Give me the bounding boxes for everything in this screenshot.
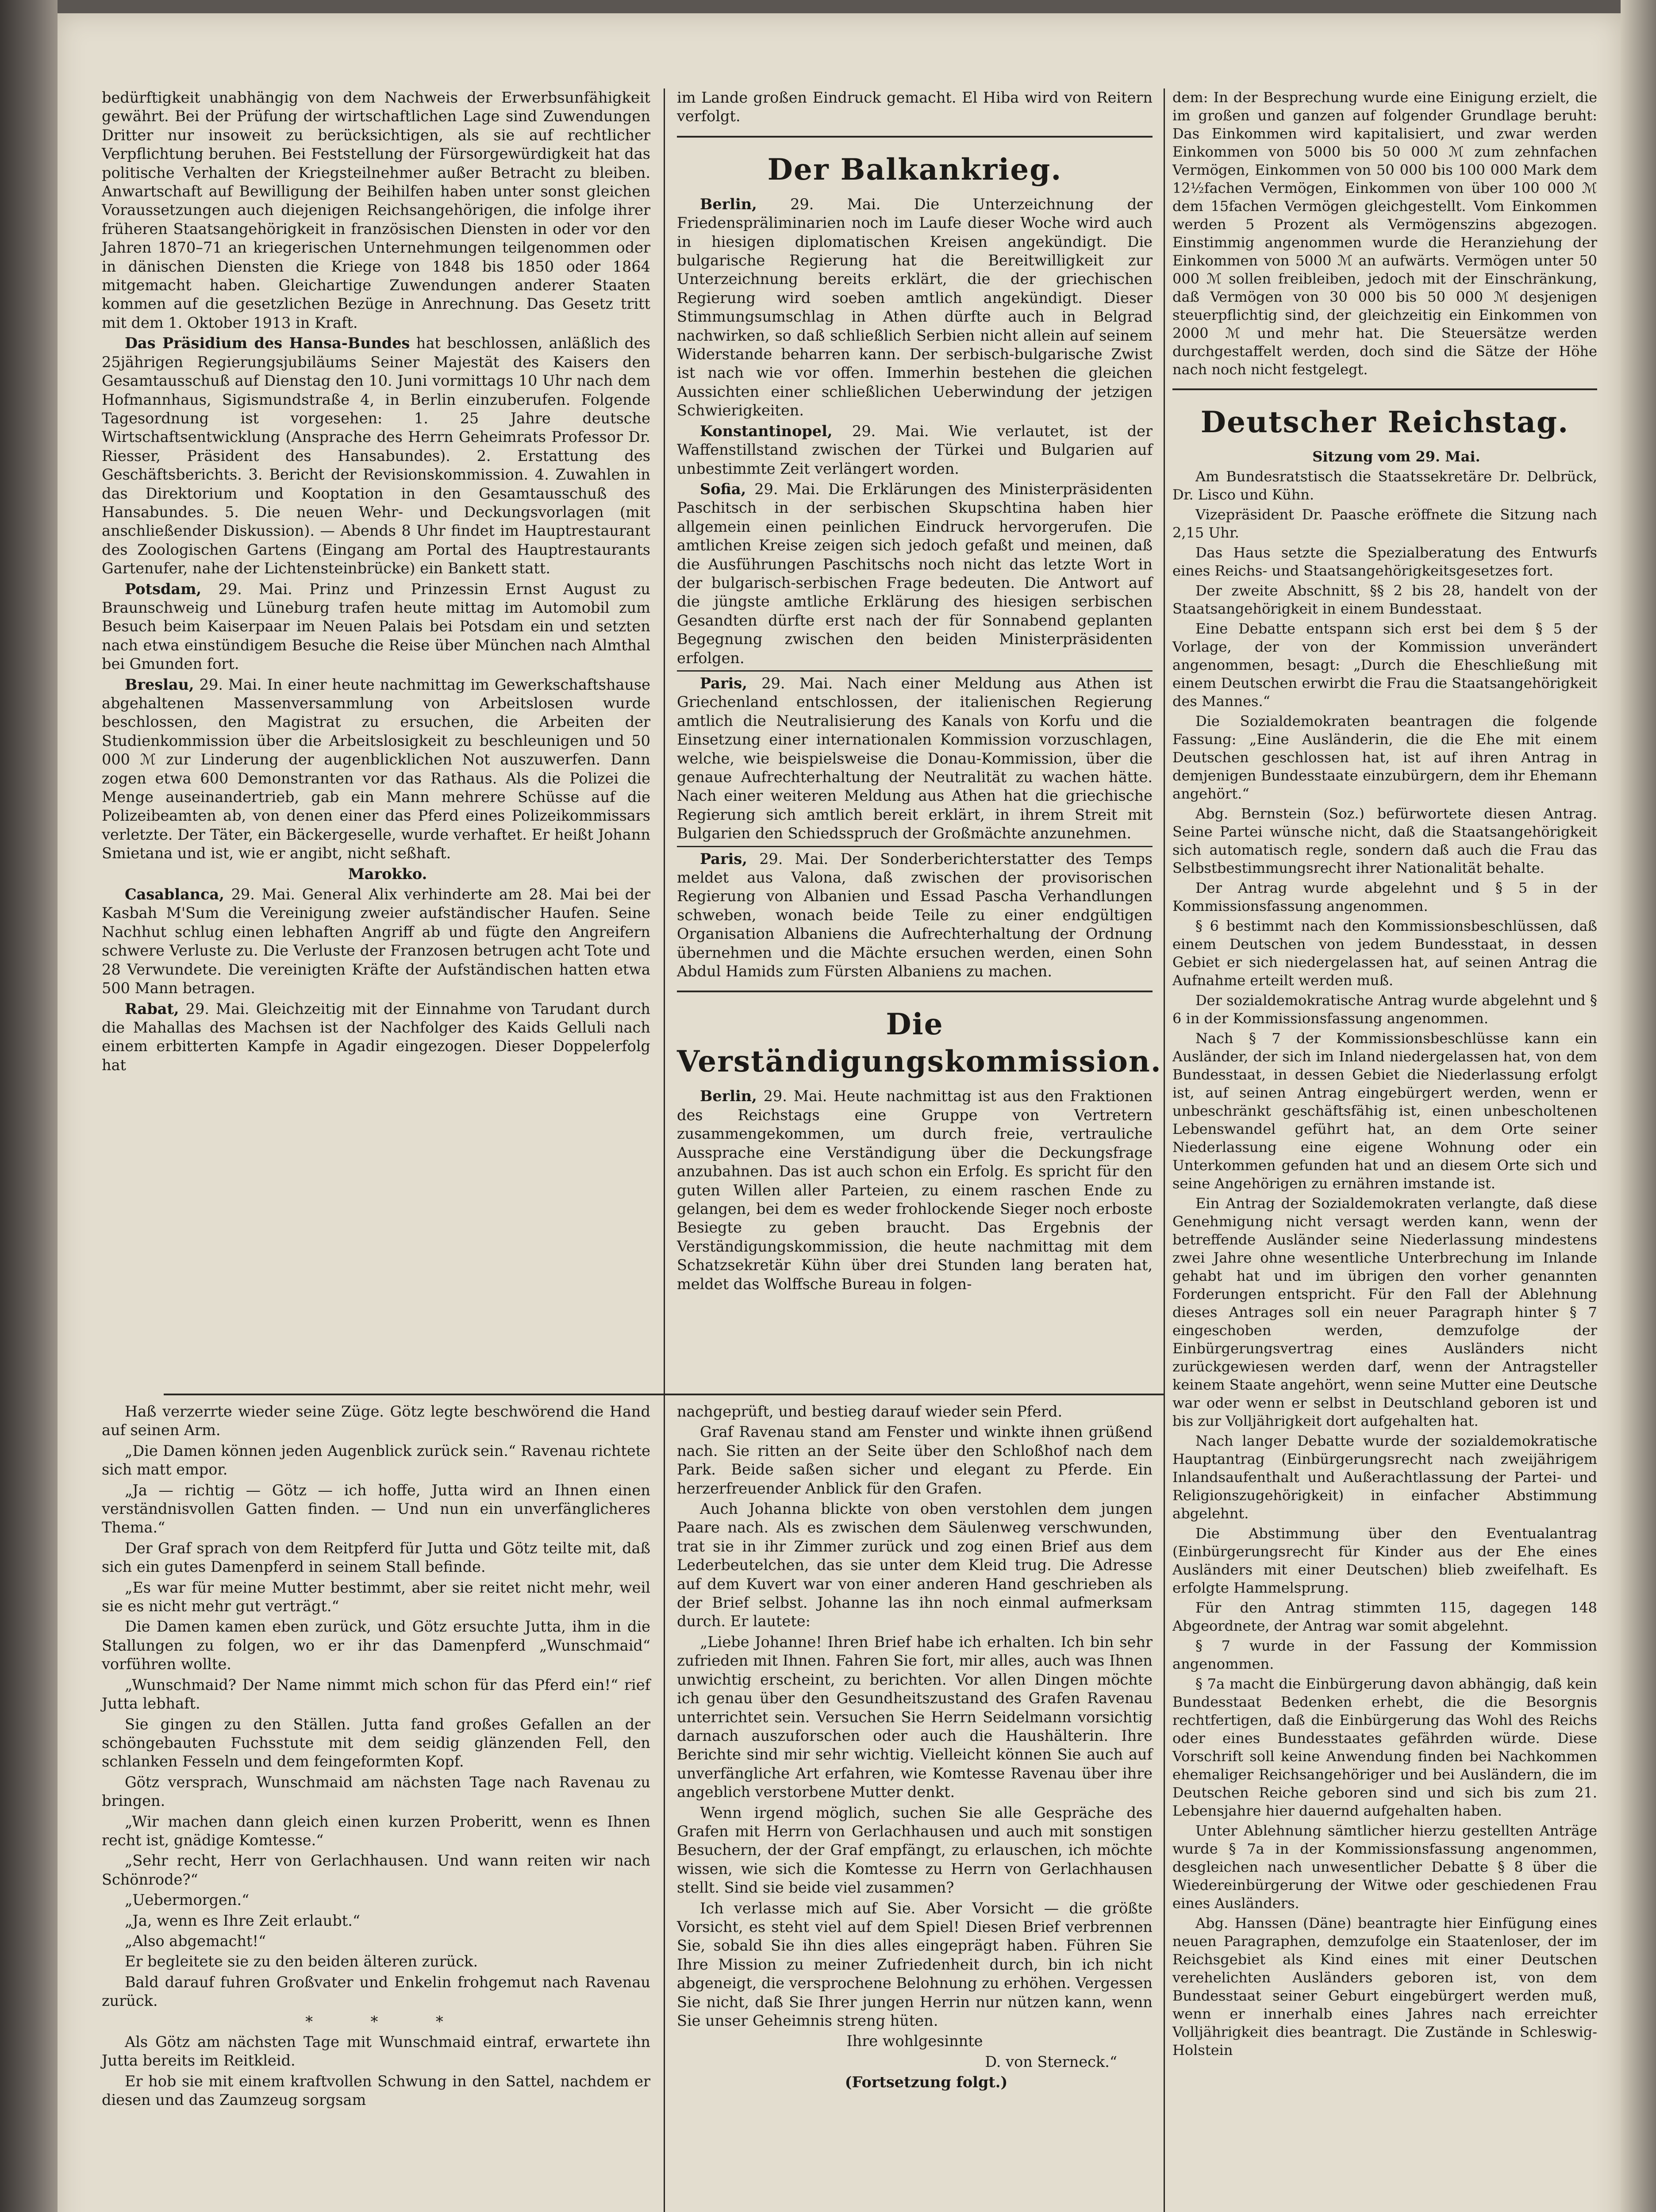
- paris-athen-article: [677, 674, 1153, 843]
- feuilleton-column-right: [677, 1402, 1153, 2094]
- reichstag-paragraph: § 6 bestimmt nach den Kommissionsbeschlüssen, daß einem Deutschen von jedem Bundesstaat, in dessen Gebiet er sich niedergelassen hat, auf seinen Antrag die Aufnahme erteilt werden muß.: [1172, 918, 1597, 989]
- dateline: Berlin,: [700, 1087, 757, 1105]
- novel-paragraph: „Sehr recht, Herr von Gerlachhausen. Und wann reiten wir nach Schönrode?“: [102, 1852, 650, 1888]
- novel-paragraph: „Ja — richtig — Götz — ich hoffe, Jutta wird an Ihnen einen verständnisvollen Gatten finden. — Und nun ein unverfänglicheres Thema.“: [102, 1481, 650, 1536]
- dateline: Konstantinopel,: [700, 422, 833, 440]
- reichstag-paragraph: Abg. Bernstein (Soz.) befürwortete diesen Antrag. Seine Partei wünsche nicht, daß die Staatsangehörigkeit sich automatisch regle, sondern daß auch die Frau das Selbstbestimmungsrecht ihrer Nationalität behalte.: [1172, 805, 1597, 876]
- novel-paragraph: „Wunschmaid? Der Name nimmt mich schon für das Pferd ein!“ rief Jutta lebhaft.: [102, 1676, 650, 1713]
- novel-paragraph: Graf Ravenau stand am Fenster und winkte ihnen grüßend nach. Sie ritten an der Seite über den Schloßhof nach dem Park. Beide saßen sicher und elegant zu Pferde. Ein herzerfreuender Anblick für den Grafen.: [677, 1423, 1153, 1497]
- novel-paragraph: „Uebermorgen.“: [125, 1891, 250, 1909]
- novel-paragraph: „Es war für meine Mutter bestimmt, aber sie reitet nicht mehr, weil sie es nicht mehr gut verträgt.“: [102, 1578, 650, 1615]
- konstantinopel-article: [677, 422, 1153, 478]
- article-text: 29. Mai. In einer heute nachmittag im Gewerkschaftshause abgehaltenen Massenversammlung von Arbeitslosen wurde beschlossen, den Magistrat zu ersuchen, die Arbeiten der Studienkommission über die Arbeitslosigkeit zu beschleunigen und 50 000 ℳ zur Linderung der augenblicklichen Not auszuwerfen. Dann zogen etwa 600 Demonstranten vor das Rathaus. Als die Polizei die Menge auseinandertrieb, gab ein Mann mehrere Schüsse auf die Polizeibeamten ab, von denen einer das Pferd eines Polizeikommissars verletzte. Der Täter, ein Bäckergeselle, wurde verhaftet. Er heißt Johann Smietana und ist, wie er angibt, nicht seßhaft.: [102, 676, 650, 862]
- page-edge: [1621, 0, 1656, 2212]
- potsdam-article: [102, 580, 650, 674]
- reichstag-paragraph: Das Haus setzte die Spezialberatung des Entwurfs eines Reichs- und Staatsangehörigkeitsgesetzes fort.: [1172, 544, 1597, 579]
- rabat-continuation: im Lande großen Eindruck gemacht. El Hiba wird von Reitern verfolgt.: [677, 89, 1153, 125]
- book-binding: [0, 0, 58, 2212]
- article-text: 29. Mai. Die Erklärungen des Ministerpräsidenten Paschitsch in der serbischen Skupschtina haben hier allgemein einen peinlichen Eindruck hervorgerufen. Die amtlichen Kreise zeigen sich jedoch gefaßt und meinen, daß die Ausführungen Paschitschs noch nicht das letzte Wort in der bulgarisch-serbischen Frage bedeuten. Die Antwort auf die jüngste amtliche Erklärung des hiesigen serbischen Gesandten dürfte erst nach der für Sonnabend geplanten Begegnung zwischen den beiden Ministerpräsidenten erfolgen.: [677, 480, 1153, 667]
- feuilleton-column-left: [102, 1402, 650, 2112]
- article-text: 29. Mai. Prinz und Prinzessin Ernst August zu Braunschweig und Lüneburg trafen heute mittag im Automobil zum Besuch beim Kaiserpaar im Neuen Palais bei Potsdam ein und setzten nach etwa einstündigem Besuche die Reise über München nach Almthal bei Gmunden fort.: [102, 580, 650, 673]
- reichstag-paragraph: Nach langer Debatte wurde der sozialdemokratische Hauptantrag (Einbürgerungsrecht nach zweijährigem Inlandsaufenthalt und Außerachtlassung der Partei- und Religionszugehörigkeit) in einfacher Abstimmung abgelehnt.: [1172, 1432, 1597, 1522]
- dateline: Paris,: [700, 850, 747, 868]
- novel-paragraph: nachgeprüft, und bestieg darauf wieder sein Pferd.: [677, 1403, 1063, 1420]
- reichstag-paragraph: Am Bundesratstisch die Staatssekretäre Dr. Delbrück, Dr. Lisco und Kühn.: [1172, 468, 1597, 503]
- berlin-kommission-article: [677, 1087, 1153, 1293]
- dateline: Rabat,: [125, 1000, 179, 1018]
- pension-article: bedürftigkeit unabhängig von dem Nachweis der Erwerbsunfähigkeit gewährt. Bei der Prüfung der wirtschaftlichen Lage sind Zuwendungen Dritter nur insoweit zu berücksichtigen, als sie auf rechtlicher Verpflichtung beruhen. Bei Feststellung der Fürsorgewürdigkeit hat das politische Verhalten der Kriegsteilnehmer außer Betracht zu bleiben. Anwartschaft auf Bewilligung der Beihilfen haben unter sonst gleichen Voraussetzungen auch diejenigen Reichsangehörigen, die infolge ihrer früheren Staatsangehörigkeit in französischen Diensten in oder vor den Jahren 1870–71 an kriegerischen Unternehmungen teilgenommen oder in dänischen Diensten die Kriege von 1848 bis 1850 oder 1864 mitgemacht haben. Gleichartige Zuwendungen anderer Staaten kommen auf die gesetzlichen Bezüge in Anrechnung. Das Gesetz tritt mit dem 1. Oktober 1913 in Kraft.: [102, 89, 650, 331]
- novel-paragraph: Wenn irgend möglich, suchen Sie alle Gespräche des Grafen mit Herrn von Gerlachhausen und auch mit sonstigen Besuchern, der der Graf empfängt, zu erlauschen, ich möchte wissen, wie sich die Komtesse zu Herrn von Gerlachhausen stellt. Sind sie beide viel zusammen?: [677, 1804, 1153, 1897]
- column-divider: [1164, 88, 1165, 2212]
- novel-paragraph: Der Graf sprach von dem Reitpferd für Jutta und Götz teilte mit, daß sich ein gutes Damenpferd in seinem Stall befinde.: [102, 1539, 650, 1576]
- reichstag-paragraph: Abg. Hanssen (Däne) beantragte hier Einfügung eines neuen Paragraphen, demzufolge ein Staatenloser, der im Reichsgebiet als Kind eines mit einer Deutschen verehelichten Ausländers geboren ist, von dem Bundesstaat seiner Geburt eingebürgert werden muß, wenn er innerhalb eines Jahres nach erreichter Volljährigkeit dies beantragt. Die Zustände in Schleswig-Holstein: [1172, 1915, 1597, 2058]
- novel-paragraph: Sie gingen zu den Ställen. Jutta fand großes Gefallen an der schöngebauten Fuchsstute mit dem seidig glänzenden Fell, den schlanken Fesseln und dem feingeformten Kopf.: [102, 1715, 650, 1770]
- novel-paragraph: „Liebe Johanne! Ihren Brief habe ich erhalten. Ich bin sehr zufrieden mit Ihnen. Fahren Sie fort, mir alles, auch was Ihnen unwichtig erscheint, zu berichten. Vor allen Dingen möchte ich genau über den Gesundheitszustand des Grafen Ravenau unterrichtet sein. Versuchen Sie Herrn Seidelmann vorsichtig darnach auszuforschen oder auch die Haushälterin. Ihre Berichte sind mir sehr wichtig. Vielleicht können Sie auch auf unverfängliche Art erfahren, wie Komtesse Ravenau über ihre angeblich verstorbene Mutter denkt.: [677, 1633, 1153, 1801]
- feuilleton-divider: [164, 1394, 1164, 1395]
- reichstag-paragraph: § 7a macht die Einbürgerung davon abhängig, daß kein Bundesstaat Bedenken erhebt, die die Besorgnis rechtfertigen, daß die Einbürgerung das Wohl des Reichs oder eines Bundesstaates gefährden würde. Diese Vorschrift soll keine Anwendung finden bei Nachkommen ehemaliger Reichsangehöriger und bei Ausländern, die im Deutschen Reiche geboren sind und sich bis zum 21. Lebensjahre hier dauernd aufgehalten haben.: [1172, 1675, 1597, 1819]
- dateline: Paris,: [700, 674, 747, 692]
- novel-paragraph: „Ja, wenn es Ihre Zeit erlaubt.“: [125, 1912, 361, 1929]
- reichstag-paragraph: Für den Antrag stimmten 115, dagegen 148 Abgeordnete, der Antrag war somit abgelehnt.: [1172, 1599, 1597, 1634]
- divider: [677, 136, 1153, 138]
- letter-signature: D. von Sterneck.“: [985, 2053, 1117, 2070]
- article-text: 29. Mai. Nach einer Meldung aus Athen ist Griechenland entschlossen, der italienischen Regierung amtlich die Neutralisierung des Kanals von Korfu und die Einsetzung einer internationalen Kommission vorzuschlagen, welche, wie beispielsweise die Donau-Kommission, über die genaue Aufrechterhaltung der Neutralität zu wachen hätte. Nach einer weiteren Meldung aus Athen hat die griechische Regierung sich amtlich bereit erklärt, in ihrem Streit mit Bulgarien den Schiedsspruch der Großmächte anzunehmen.: [677, 674, 1153, 842]
- divider: [677, 670, 1153, 672]
- reichstag-paragraph: Eine Debatte entspann sich erst bei dem § 5 der Vorlage, der von der Kommission unverändert angenommen, besagt: „Durch die Eheschließung mit einem Deutschen erwirbt die Frau die Staatsangehörigkeit des Mannes.“: [1172, 620, 1597, 710]
- novel-paragraph: Haß verzerrte wieder seine Züge. Götz legte beschwörend die Hand auf seinen Arm.: [102, 1403, 650, 1439]
- reichstag-paragraph: Vizepräsident Dr. Paasche eröffnete die Sitzung nach 2,15 Uhr.: [1172, 506, 1597, 541]
- novel-paragraph: Er begleitete sie zu den beiden älteren zurück.: [125, 1953, 478, 1970]
- novel-paragraph: Ich verlasse mich auf Sie. Aber Vorsicht — die größte Vorsicht, es steht viel auf dem Spiel! Diesen Brief verbrennen Sie, sobald Sie ihn dies alles eingeprägt haben. Führen Sie Ihre Mission zu meiner Zufriedenheit durch, bin ich nicht abgeneigt, die versprochene Belohnung zu erhöhen. Vergessen Sie nicht, daß Sie Ihrer jungen Herrin nur nützen kann, wenn Sie unser Geheimnis streng hüten.: [677, 1899, 1153, 2029]
- dateline: Das Präsidium des Hansa-Bundes: [125, 334, 410, 352]
- kommission-continuation: dem: In der Besprechung wurde eine Einigung erzielt, die im großen und ganzen auf folgender Grundlage beruht: Das Einkommen wird kapitalisiert, und zwar werden Einkommen von 5000 bis 50 000 ℳ zum zehnfachen Vermögen, Einkommen von 50 000 bis 100 000 Mark dem 12½fachen Vermögen, Einkommen von über 100 000 ℳ dem 15fachen Vermögen gleichgestellt. Vom Einkommen werden 5 Prozent als Vermögenszins abgezogen. Einstimmig angenommen wurde die Heranziehung der Einkommen von 5000 ℳ an aufwärts. Vermögen unter 50 000 ℳ sollen freibleiben, jedoch mit der Einschränkung, daß Vermögen von 30 000 bis 50 000 ℳ desjenigen steuerpflichtig sind, der gleichzeitig ein Einkommen von 2000 ℳ und mehr hat. Die Steuersätze werden durchgestaffelt werden, doch sind die Sätze der Höhe nach noch nicht festgelegt.: [1172, 89, 1597, 378]
- casablanca-article: [102, 885, 650, 998]
- article-text: 29. Mai. Die Unterzeichnung der Friedenspräliminarien noch im Laufe dieser Woche wird auch in hiesigen diplomatischen Kreisen angekündigt. Die bulgarische Regierung hat die Bereitwilligkeit zur Unterzeichnung bereits erklärt, die der griechischen Regierung wird soeben amtlich angekündigt. Dieser Stimmungsumschlag in Athen dürfte auch in Belgrad nachwirken, so daß schließlich Serbien nicht allein auf seinem Widerstande beharren kann. Der serbisch-bulgarische Zwist ist nach wie vor offen. Immerhin bestehen die gleichen Aussichten einer schließlichen Ueberwindung der jetzigen Schwierigkeiten.: [677, 195, 1153, 419]
- rabat-article: [102, 1000, 650, 1075]
- dateline: Sofia,: [700, 480, 746, 498]
- novel-paragraph: Auch Johanna blickte von oben verstohlen dem jungen Paare nach. Als es zwischen dem Säulenweg verschwunden, trat sie in ihr Zimmer zurück und zog einen Brief aus dem Lederbeutelchen, das sie unter dem Kleid trug. Die Adresse auf dem Kuvert war von einer anderen Hand geschrieben als der Brief selbst. Johanne las ihn noch einmal aufmerksam durch. Er lautete:: [677, 1500, 1153, 1630]
- letter-closing: Ihre wohlgesinnte: [846, 2032, 983, 2050]
- reichstag-paragraph: Ein Antrag der Sozialdemokraten verlangte, daß diese Genehmigung nicht versagt werden kann, wenn der betreffende Ausländer seine Niederlassung mindestens zwei Jahre ohne wesentliche Unterbrechung im Inlande gehabt hat und im übrigen den vorher genannten Forderungen entspricht. Für den Fall der Ablehnung dieses Antrages soll ein neuer Paragraph hinter § 7 eingeschoben werden, demzufolge der Einbürgerungsvertrag eines Ausländers nicht zurückgewiesen werden darf, wenn der Antragsteller keinem Staate angehört, wenn seine Mutter eine Deutsche war oder wenn er selbst in Deutschland geboren ist und bis zur Volljährigkeit dort aufgehalten hat.: [1172, 1195, 1597, 1429]
- article-text: 29. Mai. Wie verlautet, ist der Waffenstillstand zwischen der Türkei und Bulgarien auf unbestimmte Zeit verlängert worden.: [677, 422, 1153, 477]
- novel-paragraph: Götz versprach, Wunschmaid am nächsten Tage nach Ravenau zu bringen.: [102, 1773, 650, 1810]
- berlin-balkan-article: [677, 195, 1153, 420]
- novel-paragraph: Bald darauf fuhren Großvater und Enkelin frohgemut nach Ravenau zurück.: [102, 1973, 650, 2010]
- dateline: Potsdam,: [125, 580, 202, 598]
- novel-paragraph: „Wir machen dann gleich einen kurzen Proberitt, wenn es Ihnen recht ist, gnädige Komtesse.“: [102, 1813, 650, 1849]
- novel-paragraph: Er hob sie mit einem kraftvollen Schwung in den Sattel, nachdem er diesen und das Zaumzeug sorgsam: [102, 2072, 650, 2109]
- section-break-stars: * * *: [305, 2012, 470, 2030]
- reichstag-paragraph: Der zweite Abschnitt, §§ 2 bis 28, handelt von der Staatsangehörigkeit in einem Bundesstaat.: [1172, 582, 1597, 617]
- article-text: hat beschlossen, anläßlich des 25jährigen Regierungsjubiläums Seiner Majestät des Kaisers den Gesamtausschuß auf Dienstag den 10. Juni vormittags 10 Uhr nach dem Hofmannhaus, Sigismundstraße 4, in Berlin einzuberufen. Folgende Tagesordnung ist vorgesehen: 1. 25 Jahre deutsche Wirtschaftsentwicklung (Ansprache des Herrn Geheimrats Professor Dr. Riesser, Präsident des Hansabundes). 2. Erstattung des Geschäftsberichts. 3. Bericht der Revisionskommission. 4. Zuwahlen in das Direktorium und Kooptation in den Gesamtausschuß des Hansabundes. 5. Die neuen Wehr- und Deckungsvorlagen (mit anschließender Diskussion). — Abends 8 Uhr findet im Hauptrestaurant des Zoologischen Gartens (Eingang am Portal des Hauptrestaurants Gartenufer, nahe der Lichtensteinbrücke) ein Bankett statt.: [102, 334, 650, 577]
- novel-paragraph: „Die Damen können jeden Augenblick zurück sein.“ Ravenau richtete sich matt empor.: [102, 1442, 650, 1479]
- heading-reichstag: Deutscher Reichstag.: [1200, 405, 1569, 439]
- column-divider: [664, 88, 665, 2212]
- column-middle: [677, 88, 1162, 1295]
- divider: [677, 991, 1153, 992]
- article-text: 29. Mai. General Alix verhinderte am 28. Mai bei der Kasbah M'Sum die Vereinigung zweier aufständischer Haufen. Seine Nachhut schlug einen lebhaften Angriff ab und fügte den Angreifern schwere Verluste zu. Die Verluste der Franzosen betrugen acht Tote und 28 Verwundete. Die vereinigten Kräfte der Aufständischen hatten etwa 500 Mann betragen.: [102, 886, 650, 997]
- reichstag-paragraph: Unter Ablehnung sämtlicher hierzu gestellten Anträge wurde § 7a in der Kommissionsfassung angenommen, desgleichen nach unwesentlicher Debatte § 8 über die Wiedereinbürgerung der Witwe oder geschiedenen Frau eines Ausländers.: [1172, 1822, 1597, 1912]
- section-heading-marokko: Marokko.: [348, 865, 427, 883]
- article-text: 29. Mai. Der Sonderberichterstatter des Temps meldet aus Valona, daß zwischen der provisorischen Regierung von Albanien und Essad Pascha Verhandlungen schweben, wonach beide Teile zu einer endgültigen Organisation Albaniens die Aufrechterhaltung der Ordnung übernehmen und die Mächte ersuchen werden, einen Sohn Abdul Hamids zum Fürsten Albaniens zu machen.: [677, 850, 1153, 980]
- hansa-bund-article: [102, 334, 650, 578]
- dateline: Berlin,: [700, 195, 757, 213]
- column-right: [1172, 88, 1597, 2061]
- session-subheading: Sitzung vom 29. Mai.: [1312, 448, 1480, 465]
- novel-paragraph: Die Damen kamen eben zurück, und Götz ersuchte Jutta, ihm in die Stallungen zu folgen, wo er ihr das Damenpferd „Wunschmaid“ vorführen wollte.: [102, 1618, 650, 1673]
- reichstag-paragraph: Der Antrag wurde abgelehnt und § 5 in der Kommissionsfassung angenommen.: [1172, 879, 1597, 914]
- divider: [1172, 388, 1597, 390]
- paris-valona-article: [677, 850, 1153, 981]
- article-text: 29. Mai. Gleichzeitig mit der Einnahme von Tarudant durch die Mahallas des Machsen ist der Nachfolger des Kaids Gelluli nach einem erbitterten Kampfe in Agadir eingezogen. Dieser Doppelerfolg hat: [102, 1000, 650, 1074]
- reichstag-paragraph: Nach § 7 der Kommissionsbeschlüsse kann ein Ausländer, der sich im Inland niedergelassen hat, von dem Bundesstaat, in dessen Gebiet die Niederlassung erfolgt ist, auf seinen Antrag eingebürgert werden, wenn er unbeschränkt geschäftsfähig ist, einen unbescholtenen Lebenswandel geführt hat, an dem Orte seiner Niederlassung eine eigene Wohnung oder ein Unterkommen gefunden hat und an diesem Orte sich und seine Angehörigen zu ernähren imstande ist.: [1172, 1030, 1597, 1192]
- dateline: Casablanca,: [125, 886, 224, 903]
- article-text: 29. Mai. Heute nachmittag ist aus den Fraktionen des Reichstags eine Gruppe von Vertretern zusammengekommen, um durch freie, vertrauliche Aussprache eine Verständigung über die Deckungsfrage anzubahnen. Das ist auch schon ein Erfolg. Es spricht für den guten Willen aller Parteien, zu einem raschen Ende zu gelangen, bei dem es weder frohlockende Sieger noch erboste Besiegte zu geben braucht. Das Ergebnis der Verständigungskommission, die heute nachmittag mit dem Schatzsekretär Kühn über drei Stunden lang beraten hat, meldet das Wolffsche Bureau in folgen-: [677, 1087, 1153, 1293]
- reichstag-paragraph: Der sozialdemokratische Antrag wurde abgelehnt und § 6 in der Kommissionsfassung angenommen.: [1172, 992, 1597, 1027]
- newspaper-page[interactable]: [58, 13, 1621, 2212]
- novel-paragraph: „Also abgemacht!“: [125, 1932, 266, 1950]
- reichstag-paragraph: § 7 wurde in der Fassung der Kommission angenommen.: [1172, 1637, 1597, 1672]
- dateline: Breslau,: [125, 676, 194, 693]
- reichstag-paragraph: Die Sozialdemokraten beantragen die folgende Fassung: „Eine Ausländerin, die die Ehe mit einem Deutschen geschlossen hat, ist auf ihren Antrag in demjenigen Bundesstaate einzubürgern, dem ihr Ehemann angehört.“: [1172, 713, 1597, 802]
- divider: [677, 846, 1153, 847]
- reichstag-paragraph: Die Abstimmung über den Eventualantrag (Einbürgerungsrecht für Kinder aus der Ehe eines Ausländers mit einer Deutschen) blieb zweifelhaft. Es erfolgte Hammelsprung.: [1172, 1525, 1597, 1596]
- column-left: [102, 88, 650, 1076]
- sofia-article: [677, 480, 1153, 668]
- novel-paragraph: Als Götz am nächsten Tage mit Wunschmaid eintraf, erwartete ihn Jutta bereits im Reitkleid.: [102, 2033, 650, 2070]
- breslau-article: [102, 676, 650, 863]
- heading-balkankrieg: Der Balkankrieg.: [767, 152, 1062, 187]
- continuation-note: (Fortsetzung folgt.): [845, 2074, 1008, 2091]
- heading-verstaendigungskommission: Die Verständigungskommission.: [677, 1007, 1162, 1079]
